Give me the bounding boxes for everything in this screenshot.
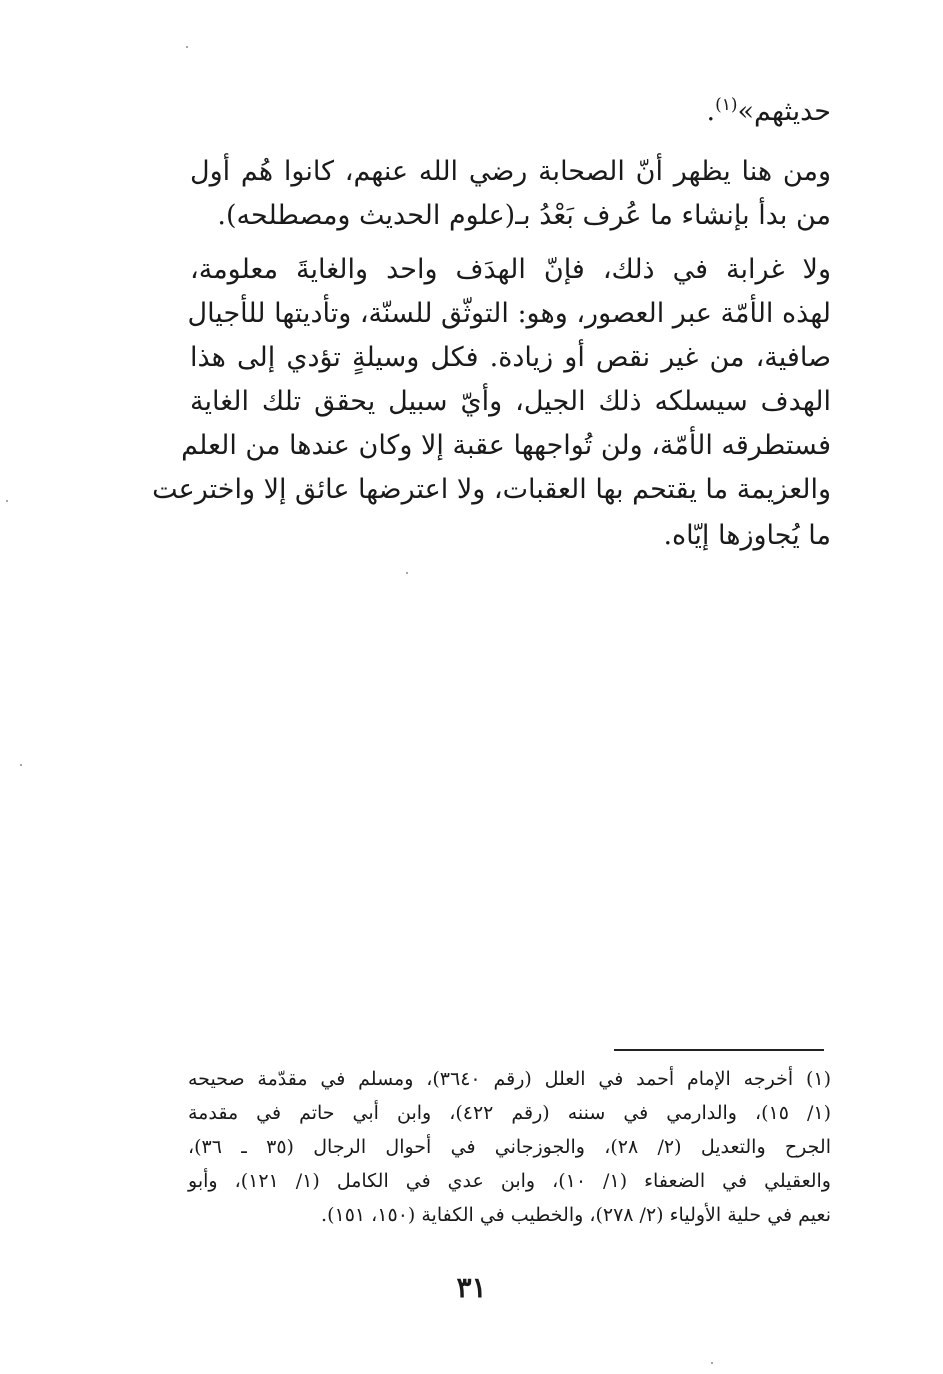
- footnote-line-5: نعيم في حلية الأولياء (٢/ ٢٧٨)، والخطيب في الكفاية (١٥٠، ١٥١).: [321, 1204, 831, 1226]
- scan-speck: [6, 500, 8, 502]
- footnote-separator: [614, 1049, 824, 1051]
- body-line-5: لهذه الأمّة عبر العصور، وهو: التوثّق للسنّة، وتأديتها للأجيال: [187, 298, 831, 329]
- scan-speck: [711, 1362, 713, 1364]
- scan-speck: [20, 764, 22, 766]
- body-line-10: ما يُجاوزها إيّاه.: [663, 520, 831, 551]
- footnote-reference: (١): [715, 95, 738, 115]
- footnote-line-3: الجرح والتعديل (٢/ ٢٨)، والجوزجاني في أحوال الرجال (٣٥ ـ ٣٦)،: [188, 1136, 831, 1158]
- body-line-1-text: حديثهم»: [737, 96, 831, 127]
- body-line-2: ومن هنا يظهر أنّ الصحابة رضي الله عنهم، كانوا هُم أول: [190, 156, 831, 187]
- body-line-7: الهدف سيسلكه ذلك الجيل، وأيّ سبيل يحقق تلك الغاية: [190, 386, 831, 417]
- footnote-line-4: والعقيلي في الضعفاء (١/ ١٠)، وابن عدي في الكامل (١/ ١٢١)، وأبو: [188, 1170, 831, 1192]
- footnote-line-1: (١) أخرجه الإمام أحمد في العلل (رقم ٣٦٤٠)، ومسلم في مقدّمة صحيحه: [188, 1068, 831, 1090]
- body-line-3: من بدأ بإنشاء ما عُرف بَعْدُ بـ(علوم الحديث ومصطلحه).: [217, 200, 831, 231]
- scan-speck: [406, 572, 408, 574]
- body-line-9: والعزيمة ما يقتحم بها العقبات، ولا اعترضها عائق إلا واخترعت: [152, 474, 831, 505]
- page-number: ٣١: [456, 1271, 487, 1304]
- body-line-6: صافية، من غير نقص أو زيادة. فكل وسيلةٍ تؤدي إلى هذا: [190, 342, 831, 373]
- body-line-1-period: .: [706, 96, 716, 127]
- body-line-4: ولا غرابة في ذلك، فإنّ الهدَف واحد والغايةَ معلومة،: [190, 254, 831, 285]
- body-line-8: فستطرقه الأمّة، ولن تُواجهها عقبة إلا وكان عندها من العلم: [181, 430, 831, 461]
- scan-speck: [186, 46, 188, 48]
- footnote-line-2: (١/ ١٥)، والدارمي في سننه (رقم ٤٢٢)، وابن أبي حاتم في مقدمة: [188, 1102, 831, 1124]
- body-line-1: [707, 92, 831, 132]
